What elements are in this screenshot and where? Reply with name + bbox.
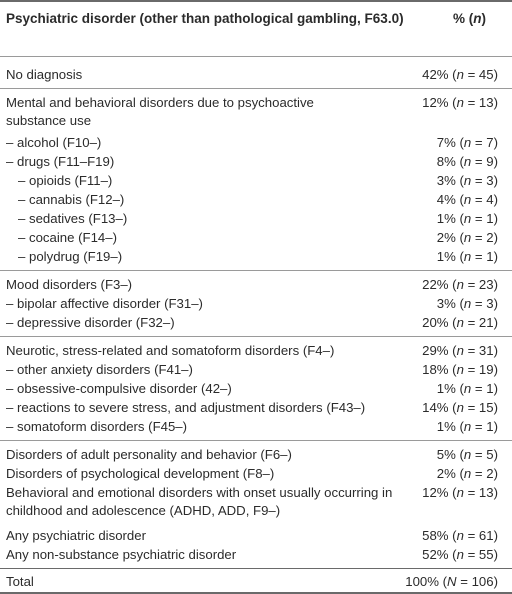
row-label: Disorders of adult personality and behavior (F6–): [6, 447, 292, 462]
row-value: 3% (n = 3): [436, 296, 498, 311]
row-label: – cocaine (F14–): [18, 230, 117, 245]
total-rule: [0, 568, 512, 569]
row-label: – cannabis (F12–): [18, 192, 125, 207]
row-value: 5% (n = 5): [436, 447, 498, 462]
row-value: 3% (n = 3): [436, 173, 498, 188]
section-rule: [0, 336, 512, 337]
row-value: 8% (n = 9): [436, 154, 498, 169]
row-value: 1% (n = 1): [436, 211, 498, 226]
row-value: 7% (n = 7): [436, 135, 498, 150]
header-percent: % (n): [453, 11, 486, 26]
row-value: 22% (n = 23): [422, 277, 498, 292]
row-value: 1% (n = 1): [436, 381, 498, 396]
row-value: 12% (n = 13): [422, 485, 498, 500]
row-label: No diagnosis: [6, 67, 83, 82]
row-label: – bipolar affective disorder (F31–): [6, 296, 203, 311]
total-value: 100% (N = 106): [405, 574, 498, 589]
row-value: 58% (n = 61): [422, 528, 498, 543]
section-rule: [0, 270, 512, 271]
row-value: 42% (n = 45): [422, 67, 498, 82]
section-rule: [0, 88, 512, 89]
row-label: Mental and behavioral disorders due to psychoactive substance use: [6, 95, 314, 128]
row-value: 12% (n = 13): [422, 95, 498, 110]
row-value: 1% (n = 1): [436, 249, 498, 264]
row-value: 4% (n = 4): [436, 192, 498, 207]
row-value: 20% (n = 21): [422, 315, 498, 330]
row-label: Mood disorders (F3–): [6, 277, 133, 292]
row-label: – drugs (F11–F19): [6, 154, 115, 169]
row-label: – opioids (F11–): [18, 173, 113, 188]
row-label: – reactions to severe stress, and adjustment disorders (F43–): [6, 400, 366, 415]
header-rule: [0, 56, 512, 57]
row-value: 18% (n = 19): [422, 362, 498, 377]
row-label: – somatoform disorders (F45–): [6, 419, 188, 434]
row-value: 2% (n = 2): [436, 230, 498, 245]
row-label: Any non-substance psychiatric disorder: [6, 547, 237, 562]
row-value: 1% (n = 1): [436, 419, 498, 434]
row-label: Neurotic, stress-related and somatoform disorders (F4–): [6, 343, 335, 358]
row-label: – depressive disorder (F32–): [6, 315, 175, 330]
section-rule: [0, 440, 512, 441]
row-value: 29% (n = 31): [422, 343, 498, 358]
row-value: 52% (n = 55): [422, 547, 498, 562]
row-label: Disorders of psychological development (F8–): [6, 466, 275, 481]
row-value: 14% (n = 15): [422, 400, 498, 415]
row-label: – polydrug (F19–): [18, 249, 123, 264]
row-label: – obsessive-compulsive disorder (42–): [6, 381, 232, 396]
row-label: Any psychiatric disorder: [6, 528, 146, 543]
total-label: Total: [6, 574, 34, 589]
table-top-rule: [0, 0, 512, 2]
row-label: – sedatives (F13–): [18, 211, 128, 226]
row-label: Behavioral and emotional disorders with onset usually occurring in childhood and adolescence (ADHD, ADD, F9–): [6, 485, 393, 518]
header-disorder: Psychiatric disorder (other than pathological gambling, F63.0): [6, 11, 404, 26]
row-label: – other anxiety disorders (F41–): [6, 362, 193, 377]
row-label: – alcohol (F10–): [6, 135, 102, 150]
row-value: 2% (n = 2): [436, 466, 498, 481]
